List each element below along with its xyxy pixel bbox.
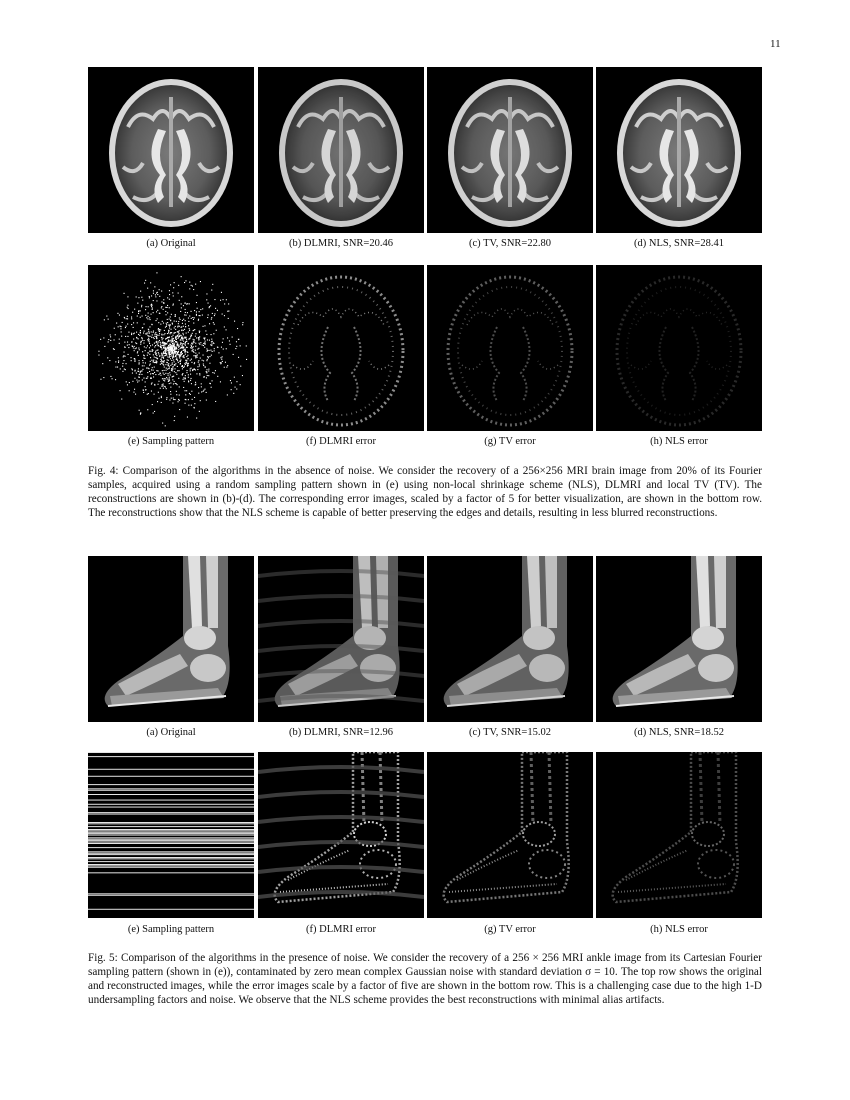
fig5-tv-image (427, 556, 593, 722)
fig5-bottom-row (88, 752, 762, 918)
fig4-label-c: (c) TV, SNR=22.80 (469, 238, 551, 249)
fig5-dlmri-image (258, 556, 424, 722)
fig5-dlmri-error (258, 752, 424, 918)
page-number: 11 (770, 38, 781, 50)
fig4-dlmri-image (258, 67, 424, 233)
fig5-top-row (88, 556, 762, 722)
fig5-caption-text: Comparison of the algorithms in the presence of noise. We consider the recovery of a 256 × 256 MRI ankle image from its Cartesian Fourier sampling pattern (shown in (e)), contaminated by zero mean complex Gaussian noise with standard deviation σ = 10. The top row shows the original and reconstructed images, while the error images scale by a factor of five are shown in the bottom row. This is a challenging case due to the high 1-D undersampling factors and noise. We observe that the NLS scheme provides the best reconstructions with minimal alias artifacts. (88, 952, 762, 1006)
fig4-tv-image (427, 67, 593, 233)
fig5-label-c: (c) TV, SNR=15.02 (469, 727, 551, 738)
fig5-label-e: (e) Sampling pattern (127, 924, 215, 935)
fig4-label-a: (a) Original (146, 238, 196, 249)
fig4-dlmri-error (258, 265, 424, 431)
fig4-original-image (88, 67, 254, 233)
fig4-bottom-row (88, 265, 762, 431)
fig4-label-e: (e) Sampling pattern (127, 436, 215, 447)
fig5-caption-label: Fig. 5: (88, 952, 118, 964)
fig5-sampling-pattern (88, 752, 254, 918)
fig5-label-d: (d) NLS, SNR=18.52 (634, 727, 724, 738)
fig4-caption-text: Comparison of the algorithms in the absence of noise. We consider the recovery of a 256×256 MRI brain image from 20% of its Fourier samples, acquired using a random sampling pattern shown in (e) using non-local shrinkage scheme (NLS), DLMRI and local TV (TV). The reconstructions are shown in (b)-(d). The corresponding error images, scaled by a factor of 5 for better visualization, are shown in the bottom row. The reconstructions show that the NLS scheme is capable of better preserving the edges and details, resulting in less blurred reconstructions. (88, 465, 762, 519)
fig5-label-b: (b) DLMRI, SNR=12.96 (289, 727, 393, 738)
fig5-label-a: (a) Original (146, 727, 196, 738)
fig5-nls-image (596, 556, 762, 722)
fig4-label-b: (b) DLMRI, SNR=20.46 (289, 238, 393, 249)
fig4-label-f: (f) DLMRI error (306, 436, 376, 447)
fig4-tv-error (427, 265, 593, 431)
fig5-original-image (88, 556, 254, 722)
fig4-nls-image (596, 67, 762, 233)
fig4-nls-error (596, 265, 762, 431)
fig4-caption-label: Fig. 4: (88, 465, 119, 477)
fig4-caption (88, 464, 762, 520)
fig4-label-g: (g) TV error (484, 436, 536, 447)
fig5-nls-error (596, 752, 762, 918)
fig5-label-h: (h) NLS error (650, 924, 708, 935)
fig5-caption (88, 951, 762, 1007)
fig5-label-f: (f) DLMRI error (306, 924, 376, 935)
fig4-sampling-pattern (88, 265, 254, 431)
fig4-top-row (88, 67, 762, 233)
fig4-label-d: (d) NLS, SNR=28.41 (634, 238, 724, 249)
fig5-tv-error (427, 752, 593, 918)
fig5-label-g: (g) TV error (484, 924, 536, 935)
fig4-label-h: (h) NLS error (650, 436, 708, 447)
